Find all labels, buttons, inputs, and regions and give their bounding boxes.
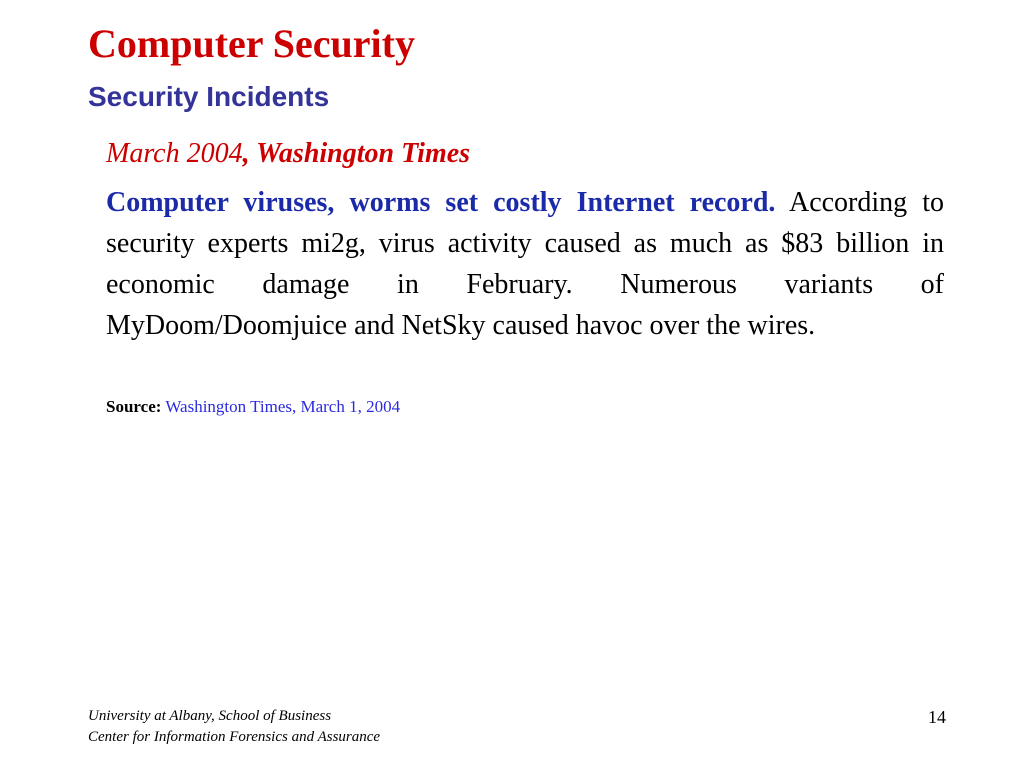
article-body: According to security experts mi2g, virus activity caused as much as $83 billion in economic damage in February. Numerous variants of MyDoom/Doomjuice and NetSky caused havoc over the wires. xyxy=(106,187,944,341)
footer xyxy=(88,706,380,748)
source-text: Washington Times, March 1, 2004 xyxy=(165,397,401,416)
dateline-date: March 2004 xyxy=(106,138,243,169)
dateline xyxy=(106,137,470,171)
dateline-publication: Washington Times xyxy=(256,138,471,169)
article-paragraph xyxy=(106,182,944,346)
footer-line-1: University at Albany, School of Business xyxy=(88,708,332,724)
footer-line-2: Center for Information Forensics and Assurance xyxy=(88,729,381,745)
slide-subtitle: Security Incidents xyxy=(88,81,330,112)
source-line xyxy=(106,396,400,418)
article-headline: Computer viruses, worms set costly Internet record. xyxy=(106,187,776,218)
slide-title: Computer Security xyxy=(88,21,415,66)
dateline-separator: , xyxy=(242,138,257,169)
page-number: 14 xyxy=(928,707,946,727)
source-label: Source: xyxy=(106,397,162,416)
